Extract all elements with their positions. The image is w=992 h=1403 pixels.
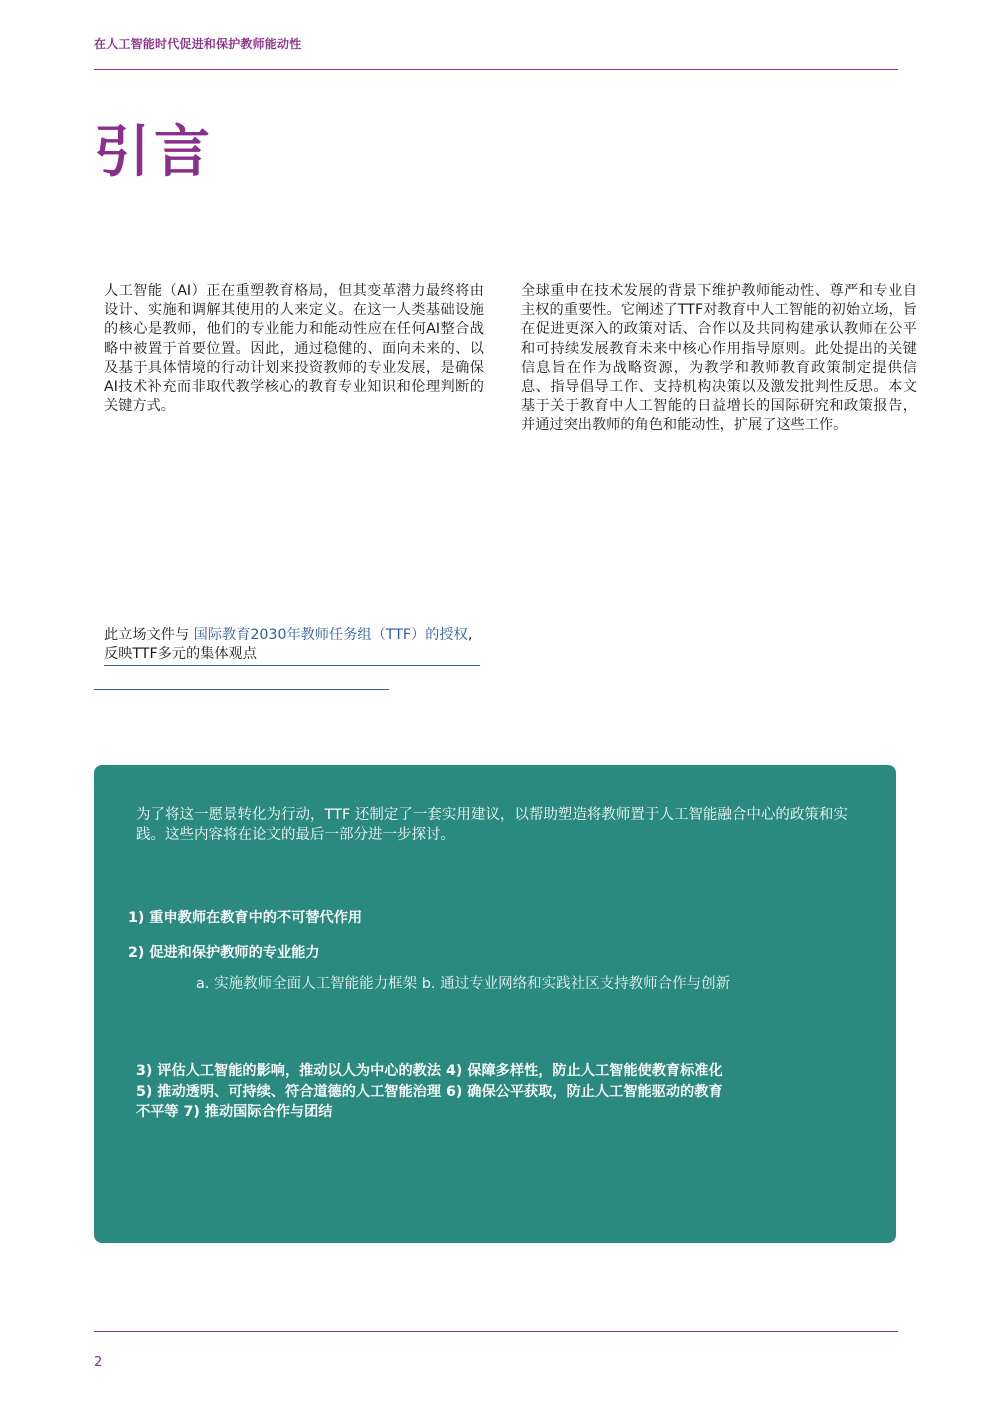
ttf-mandate-link[interactable]: 国际教育2030年教师任务组（TTF）的授权 [193,627,468,643]
mandate-divider [94,689,389,690]
mandate-note [104,626,480,666]
footer-divider [94,1331,898,1332]
recommendations-panel [94,765,896,1243]
mandate-suffix: ,反映TTF多元的集体观点 [104,627,473,662]
recommendation-2-subitems: a. 实施教师全面人工智能能力框架 b. 通过专业网络和实践社区支持教师合作与创新 [196,976,731,992]
mandate-prefix: 此立场文件与 [104,627,194,643]
intro-paragraph-right: 全球重申在技术发展的背景下维护教师能动性、尊严和专业自主权的重要性。它阐述了TTF对教育中人工智能的初始立场，旨在促进更深入的政策对话、合作以及共同构建承认教师在公平和可持续发展教育未来中核心作用指导原则。此处提出的关键信息旨在作为战略资源，为教学和教师教育政策制定提供信息、指导倡导工作、支持机构决策以及激发批判性反思。本文基于关于教育中人工智能的日益增长的国际研究和政策报告，并通过突出教师的角色和能动性，扩展了这些工作。 [521,283,917,434]
intro-paragraph-left: 人工智能（AI）正在重塑教育格局，但其变革潜力最终将由设计、实施和调解其使用的人来定义。在这一人类基础设施的核心是教师，他们的专业能力和能动性应在任何AI整合战略中被置于首要位置。因此，通过稳健的、面向未来的、以及基于具体情境的行动计划来投资教师的专业发展，是确保AI技术补充而非取代教学核心的教育专业知识和伦理判断的关键方式。 [104,283,484,415]
header-divider [94,69,898,70]
recommendation-2: 2) 促进和保护教师的专业能力 [128,945,320,961]
running-title: 在人工智能时代促进和保护教师能动性 [94,37,302,51]
recommendations-3-to-7: 3) 评估人工智能的影响，推动以人为中心的教法 4) 保障多样性，防止人工智能使教育标准化 5) 推动透明、可持续、符合道德的人工智能治理 6) 确保公平获取，防止人工智能驱动的教育不平等 7) 推动国际合作与团结 [136,1063,723,1120]
page-number: 2 [94,1355,103,1370]
section-title: 引言 [94,120,214,185]
panel-intro-text: 为了将这一愿景转化为行动，TTF 还制定了一套实用建议，以帮助塑造将教师置于人工智能融合中心的政策和实践。这些内容将在论文的最后一部分进一步探讨。 [136,807,848,843]
recommendation-1: 1) 重申教师在教育中的不可替代作用 [128,910,363,926]
